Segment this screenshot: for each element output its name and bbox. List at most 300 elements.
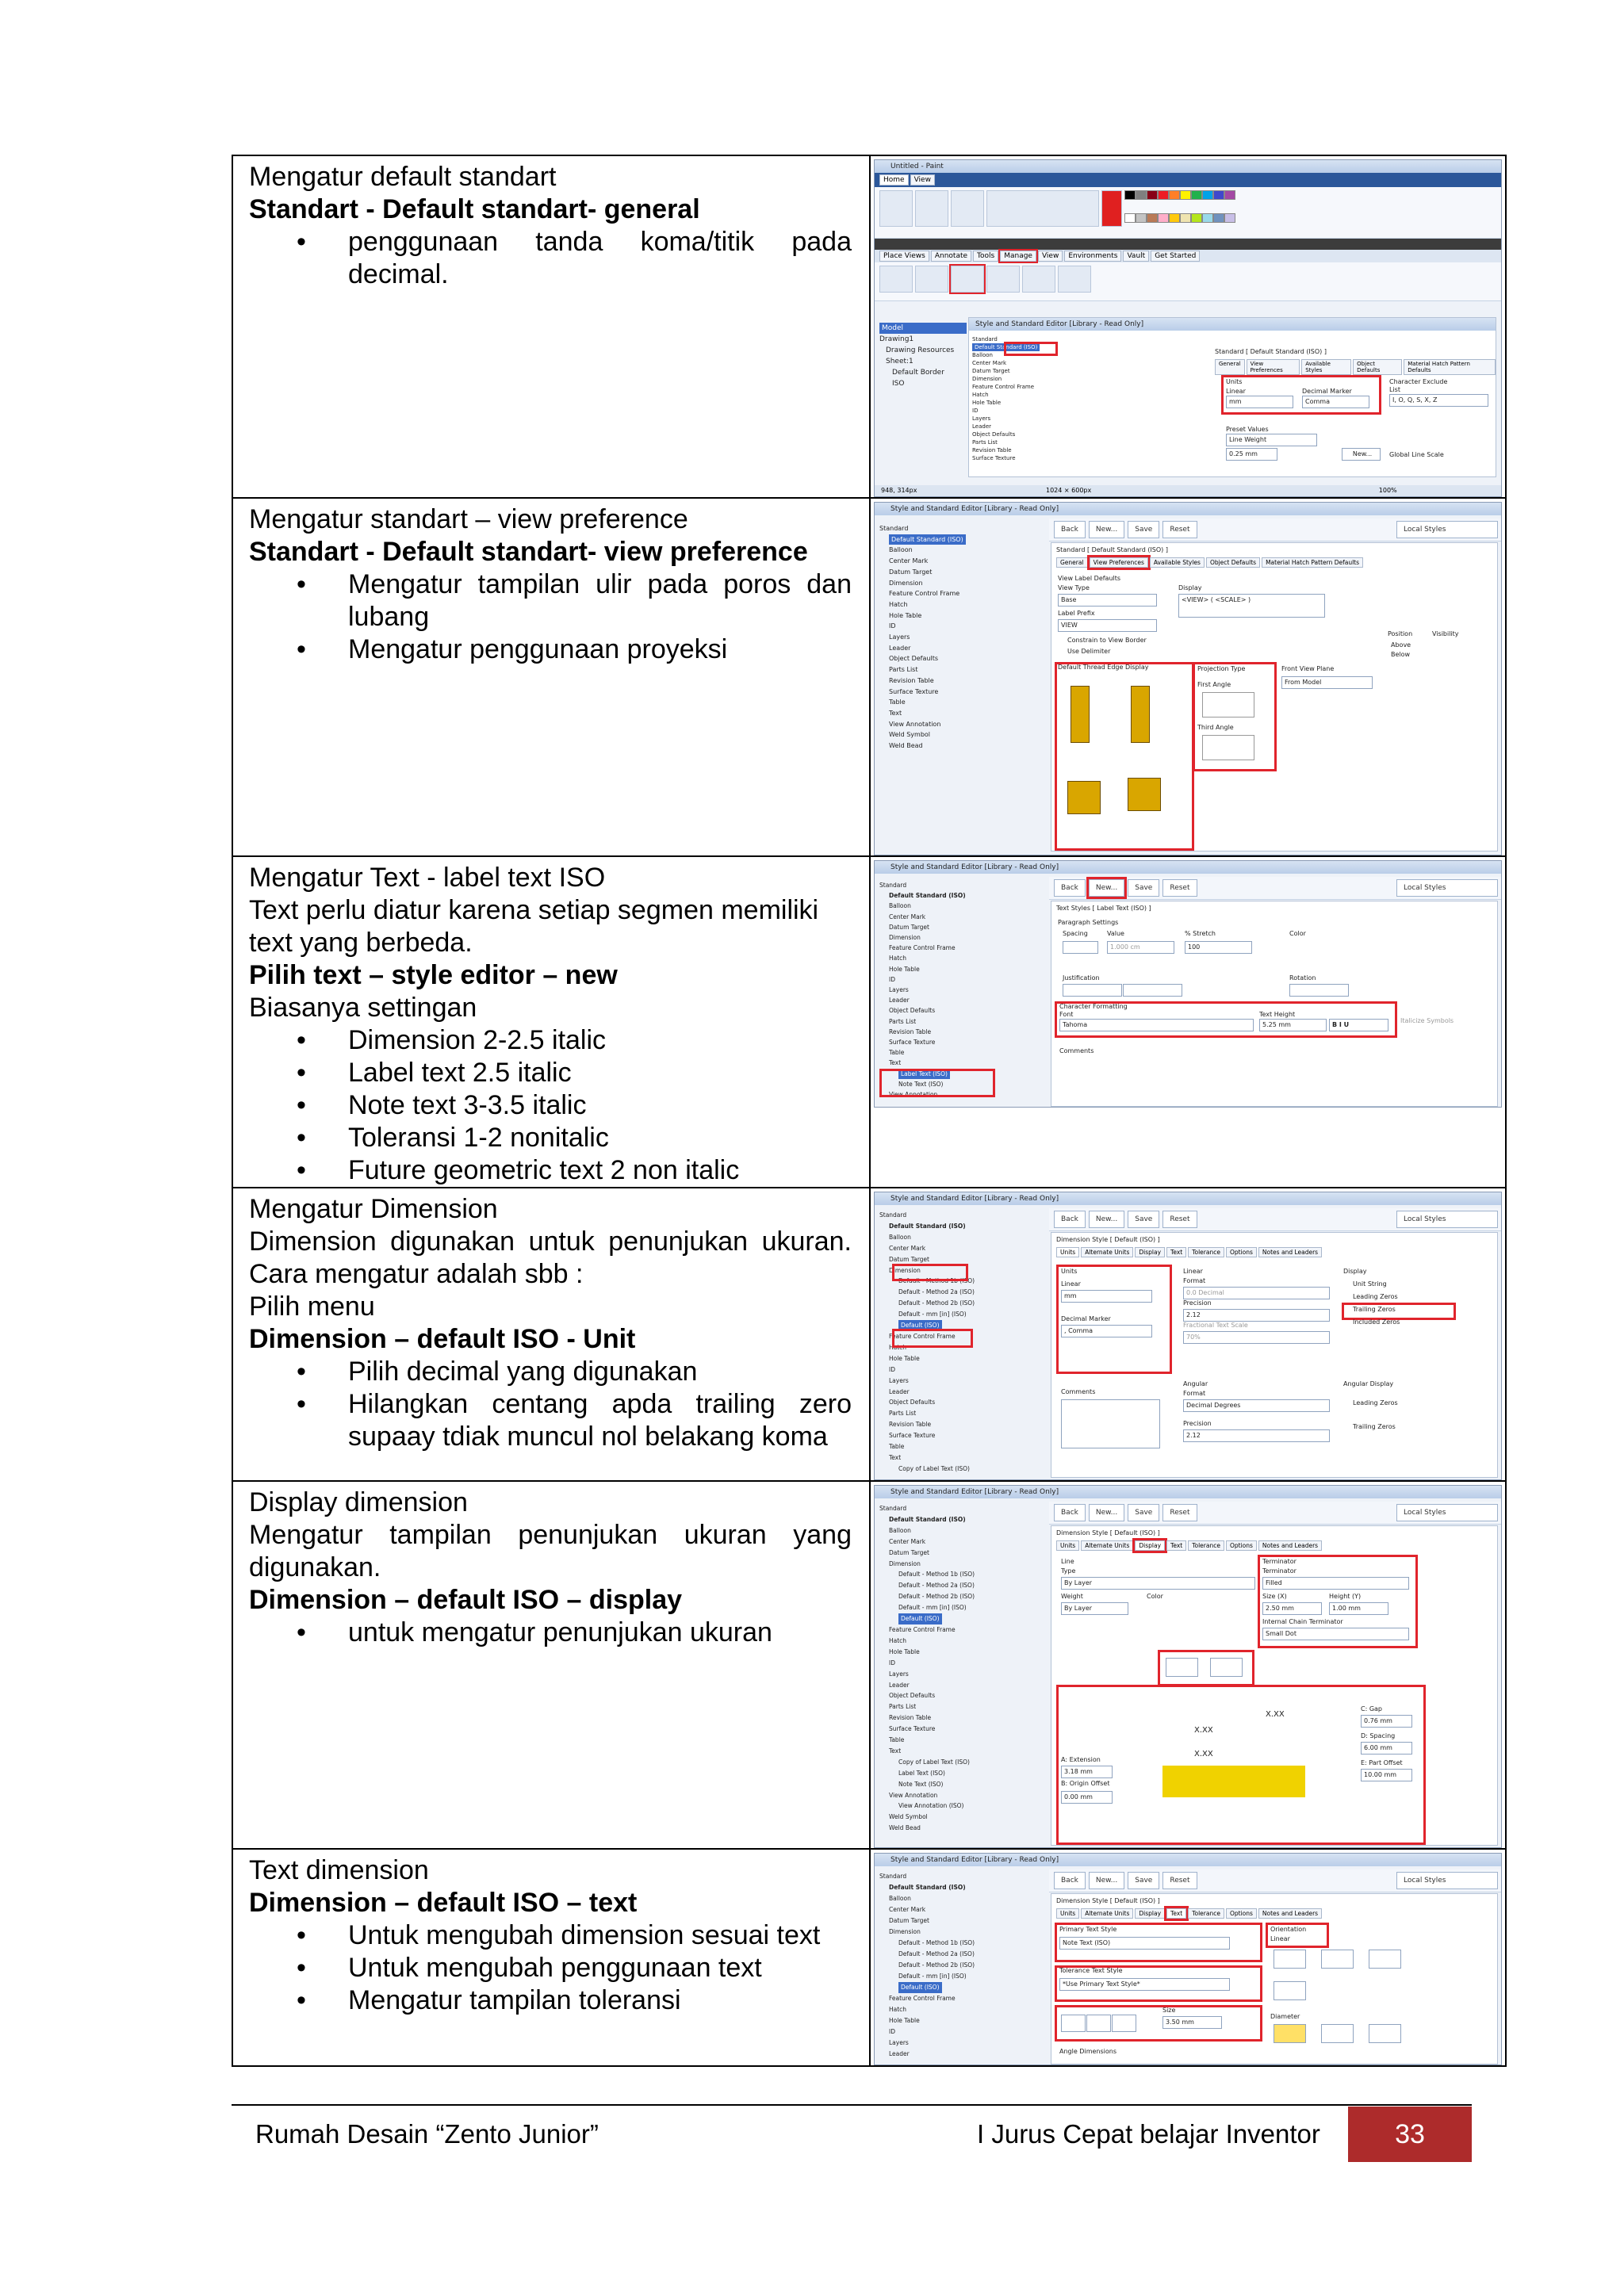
tree-item[interactable]: Dimension bbox=[889, 1928, 921, 1935]
local-styles-select[interactable]: Local Styles bbox=[1396, 1211, 1498, 1228]
tree-item[interactable]: Feature Control Frame bbox=[889, 1332, 956, 1340]
tab-general[interactable]: General bbox=[1215, 359, 1245, 375]
tree-item[interactable]: Weld Bead bbox=[889, 1824, 921, 1832]
new-button[interactable]: New... bbox=[1089, 521, 1124, 538]
tree-item[interactable]: Hole Table bbox=[889, 2017, 920, 2024]
tree-item[interactable]: Object Defaults bbox=[889, 1007, 936, 1015]
text-height-select[interactable]: 5.25 mm bbox=[1259, 1019, 1327, 1031]
replace-model-button[interactable] bbox=[1022, 266, 1055, 293]
spacing-select[interactable] bbox=[1063, 941, 1098, 954]
tree-item[interactable]: Hatch bbox=[889, 600, 908, 608]
third-angle-icon[interactable] bbox=[1202, 735, 1254, 760]
tree-item[interactable]: Standard bbox=[879, 1505, 907, 1512]
bullet-item: • Mengatur tampilan toleransi bbox=[249, 1984, 852, 2017]
stretch-field[interactable]: 100 bbox=[1185, 941, 1252, 954]
tab-manage[interactable]: Manage bbox=[1000, 251, 1036, 262]
tab-options[interactable]: Options bbox=[1226, 1540, 1257, 1551]
tree-item[interactable]: Default - mm [in] (ISO) bbox=[898, 1973, 967, 1980]
tree-item[interactable]: Note Text (ISO) bbox=[898, 1780, 944, 1788]
diameter-button[interactable] bbox=[1369, 2024, 1401, 2043]
tree-item[interactable]: Drawing1 bbox=[879, 335, 914, 343]
tree-item[interactable]: ID bbox=[889, 1365, 895, 1373]
tab-material-hatch[interactable]: Material Hatch Pattern Defaults bbox=[1262, 557, 1363, 568]
tree-item[interactable]: Datum Target bbox=[889, 923, 929, 931]
angular-leading-zeros-checkbox[interactable]: Leading Zeros bbox=[1353, 1399, 1398, 1406]
tree-item[interactable]: Layers bbox=[889, 1376, 909, 1384]
justification-buttons[interactable] bbox=[1063, 984, 1122, 997]
tree-item[interactable]: Feature Control Frame bbox=[972, 384, 1035, 390]
new-button[interactable]: New... bbox=[1089, 879, 1124, 897]
tab-display[interactable]: Display bbox=[1135, 1247, 1165, 1257]
tab-view[interactable]: View bbox=[1038, 251, 1063, 262]
angular-precision-select[interactable]: 2.12 bbox=[1183, 1429, 1330, 1442]
tree-item[interactable]: Surface Texture bbox=[889, 687, 939, 695]
terminator-select[interactable]: Filled bbox=[1262, 1577, 1409, 1590]
bullet-item: • penggunaan tanda koma/titik pada decimal. bbox=[249, 226, 852, 291]
tree-item[interactable]: Default - Method 1b (ISO) bbox=[898, 1939, 975, 1946]
tab-tolerance[interactable]: Tolerance bbox=[1188, 1247, 1224, 1257]
tree-item[interactable]: Default - mm [in] (ISO) bbox=[898, 1311, 967, 1318]
tab-options[interactable]: Options bbox=[1226, 1247, 1257, 1257]
units-label: Units bbox=[1226, 378, 1243, 385]
tree-item[interactable]: Leader bbox=[889, 2050, 910, 2057]
tree-item[interactable]: View Annotation (ISO) bbox=[898, 1802, 964, 1810]
tree-item[interactable]: Default - Method 2b (ISO) bbox=[898, 1299, 975, 1307]
tree-item[interactable]: Text bbox=[889, 1453, 902, 1461]
tree-item[interactable]: Surface Texture bbox=[889, 1432, 936, 1440]
tree-item[interactable]: Object Defaults bbox=[889, 1399, 936, 1406]
preset-values-label: Preset Values bbox=[1226, 426, 1269, 433]
tree-item[interactable]: Default Standard (ISO) bbox=[889, 1222, 966, 1230]
tree-item[interactable]: Standard bbox=[879, 525, 909, 532]
tree-item[interactable]: Table bbox=[889, 1049, 905, 1057]
size-x-field[interactable]: 2.50 mm bbox=[1262, 1602, 1322, 1615]
tree-item[interactable]: ID bbox=[889, 1659, 895, 1667]
new-button[interactable]: New... bbox=[1342, 448, 1381, 461]
tab-tools[interactable]: Tools bbox=[973, 251, 998, 262]
tree-item-selected[interactable]: Default (ISO) bbox=[898, 1613, 942, 1624]
decimal-marker-select[interactable]: Comma bbox=[1302, 396, 1369, 408]
tree-item[interactable]: Hatch bbox=[972, 392, 989, 398]
tree-item[interactable]: Default - mm [in] (ISO) bbox=[898, 1604, 967, 1612]
tree-item[interactable]: Drawing Resources bbox=[886, 346, 955, 354]
text-fit-button[interactable] bbox=[1112, 2015, 1136, 2032]
orientation-button[interactable] bbox=[1369, 1950, 1401, 1969]
unit-string-checkbox[interactable]: Unit String bbox=[1353, 1280, 1387, 1288]
tree-item[interactable]: Revision Table bbox=[972, 447, 1012, 453]
part-offset-field[interactable]: 10.00 mm bbox=[1361, 1769, 1412, 1781]
orientation-button[interactable] bbox=[1274, 1981, 1306, 2000]
tree-item[interactable]: Feature Control Frame bbox=[889, 944, 956, 952]
tree-item[interactable]: Center Mark bbox=[889, 1244, 926, 1252]
tree-item[interactable]: Revision Table bbox=[889, 1421, 932, 1429]
tree-item[interactable]: Layers bbox=[889, 633, 910, 641]
front-view-plane-label: Front View Plane bbox=[1281, 665, 1335, 672]
front-view-plane-select[interactable]: From Model bbox=[1281, 676, 1373, 689]
tree-item[interactable]: Text bbox=[889, 709, 902, 717]
tree-item[interactable]: Leader bbox=[972, 423, 992, 430]
reset-button[interactable]: Reset bbox=[1162, 1211, 1197, 1228]
tab-get-started[interactable]: Get Started bbox=[1151, 251, 1200, 262]
tree-item[interactable]: Center Mark bbox=[889, 1906, 926, 1913]
tree-item[interactable]: Dimension bbox=[889, 1559, 921, 1567]
tree-item[interactable]: Leader bbox=[889, 997, 910, 1004]
tree-item[interactable]: Default Standard (ISO) bbox=[889, 1884, 966, 1891]
comments-field[interactable] bbox=[1061, 1399, 1160, 1448]
bold-italic-underline-buttons[interactable]: B I U bbox=[1329, 1019, 1388, 1031]
line-type-select[interactable]: By Layer bbox=[1061, 1577, 1255, 1590]
tab-tolerance[interactable]: Tolerance bbox=[1188, 1908, 1224, 1919]
tree-item[interactable]: Default Border bbox=[892, 369, 944, 377]
tolerance-text-select[interactable]: *Use Primary Text Style* bbox=[1059, 1978, 1230, 1991]
line-weight-value[interactable]: 0.25 mm bbox=[1226, 448, 1277, 461]
tree-item[interactable]: Text bbox=[889, 1059, 902, 1067]
tree-item[interactable]: Standard bbox=[879, 1873, 907, 1880]
local-styles-select[interactable]: Local Styles bbox=[1396, 1504, 1498, 1521]
rotation-buttons[interactable] bbox=[1289, 984, 1349, 997]
tree-item[interactable]: ID bbox=[972, 408, 979, 414]
tab-object-defaults[interactable]: Object Defaults bbox=[1353, 359, 1402, 375]
tree-item[interactable]: Weld Symbol bbox=[889, 1813, 928, 1821]
tree-item[interactable]: Hole Table bbox=[889, 1647, 920, 1655]
new-button[interactable]: New... bbox=[1089, 1872, 1124, 1889]
origin-offset-field[interactable]: 0.00 mm bbox=[1061, 1791, 1113, 1804]
tab-view-preferences[interactable]: View Preferences bbox=[1247, 359, 1300, 375]
tree-item[interactable]: Default Standard (ISO) bbox=[889, 1515, 966, 1523]
tree-item[interactable]: Layers bbox=[889, 2039, 909, 2046]
save-button[interactable]: Save bbox=[1128, 1872, 1159, 1889]
tab-notes-leaders[interactable]: Notes and Leaders bbox=[1258, 1908, 1322, 1919]
tree-item[interactable]: Default - Method 2b (ISO) bbox=[898, 1593, 975, 1601]
tree-item[interactable]: Default - Method 1b (ISO) bbox=[898, 1277, 975, 1285]
tree-item[interactable]: Surface Texture bbox=[889, 1725, 936, 1733]
row-paragraph: Text perlu diatur karena setiap segmen memiliki text yang berbeda. bbox=[249, 895, 819, 958]
first-angle-icon[interactable] bbox=[1202, 692, 1254, 718]
tree-item[interactable]: ID bbox=[889, 975, 895, 983]
dim-orientation-button[interactable] bbox=[1210, 1658, 1243, 1677]
extension-field[interactable]: 3.18 mm bbox=[1061, 1766, 1113, 1778]
weight-select[interactable]: By Layer bbox=[1061, 1602, 1128, 1615]
reset-button[interactable]: Reset bbox=[1162, 521, 1197, 538]
tree-item[interactable]: Balloon bbox=[889, 1895, 911, 1902]
save-button[interactable]: Save bbox=[1128, 521, 1159, 538]
paragraph-settings-label: Paragraph Settings bbox=[1058, 919, 1119, 926]
spacing-field[interactable]: 6.00 mm bbox=[1361, 1742, 1412, 1755]
styles-editor-button[interactable] bbox=[951, 266, 984, 293]
precision-select[interactable]: 2.12 bbox=[1183, 1309, 1330, 1322]
tree-item[interactable]: Datum Target bbox=[972, 368, 1010, 374]
use-delimiter-checkbox[interactable]: Use Delimiter bbox=[1067, 648, 1111, 655]
tree-item[interactable]: Default - Method 2b (ISO) bbox=[898, 1961, 975, 1969]
tree-item-selected[interactable]: Default (ISO) bbox=[898, 1982, 942, 1993]
tree-item[interactable]: Balloon bbox=[972, 352, 993, 358]
tree-item[interactable]: Balloon bbox=[889, 902, 911, 910]
tab-alternate-units[interactable]: Alternate Units bbox=[1081, 1540, 1133, 1551]
tree-item[interactable]: Copy of Label Text (ISO) bbox=[898, 1464, 970, 1472]
local-styles-select[interactable]: Local Styles bbox=[1396, 521, 1498, 538]
back-button[interactable]: Back bbox=[1054, 1211, 1086, 1228]
tab-text[interactable]: Text bbox=[1166, 1247, 1186, 1257]
tree-item[interactable]: Hatch bbox=[889, 2006, 907, 2013]
tree-item[interactable]: Leader bbox=[889, 1387, 910, 1395]
tab-display[interactable]: Display bbox=[1135, 1540, 1165, 1551]
comments-label: Comments bbox=[1061, 1388, 1096, 1395]
orientation-button[interactable] bbox=[1321, 1950, 1354, 1969]
reset-button[interactable]: Reset bbox=[1162, 1872, 1197, 1889]
tab-units[interactable]: Units bbox=[1056, 1540, 1079, 1551]
tab-object-defaults[interactable]: Object Defaults bbox=[1206, 557, 1260, 568]
tab-options[interactable]: Options bbox=[1226, 1908, 1257, 1919]
tree-item[interactable]: Parts List bbox=[889, 1703, 917, 1711]
tree-item[interactable]: Datum Target bbox=[889, 1548, 929, 1556]
display-field[interactable]: <VIEW> ( <SCALE> ) bbox=[1178, 594, 1325, 618]
tree-item[interactable]: Hole Table bbox=[972, 400, 1002, 406]
angle-dimensions-label: Angle Dimensions bbox=[1059, 2048, 1116, 2055]
tree-item[interactable]: Label Text (ISO) bbox=[898, 1769, 945, 1777]
tree-item[interactable]: View Annotation bbox=[889, 720, 941, 728]
tab-notes-leaders[interactable]: Notes and Leaders bbox=[1258, 1247, 1322, 1257]
tree-item[interactable]: Surface Texture bbox=[972, 455, 1016, 461]
text-fit-button[interactable] bbox=[1086, 2015, 1111, 2032]
diameter-button[interactable] bbox=[1274, 2024, 1306, 2043]
thread-shaft-icon[interactable] bbox=[1131, 686, 1150, 743]
tree-item[interactable]: Text bbox=[889, 1747, 902, 1755]
char-exclude-field[interactable]: I, O, Q, S, X, Z bbox=[1389, 394, 1488, 407]
tree-item[interactable]: Default Standard (ISO) bbox=[889, 892, 966, 900]
diameter-button[interactable] bbox=[1321, 2024, 1354, 2043]
trailing-zeros-checkbox[interactable]: Trailing Zeros bbox=[1353, 1306, 1396, 1313]
select-button[interactable] bbox=[915, 190, 948, 227]
tab-view[interactable]: View bbox=[910, 174, 935, 186]
tree-item[interactable]: Default - Method 2a (ISO) bbox=[898, 1288, 975, 1296]
color-palette[interactable] bbox=[1124, 190, 1234, 235]
thread-hole-icon[interactable] bbox=[1067, 781, 1101, 814]
tree-item[interactable]: Hatch bbox=[889, 955, 907, 962]
tree-item[interactable]: Standard bbox=[972, 336, 998, 342]
tree-item[interactable]: Balloon bbox=[889, 1233, 911, 1241]
tree-item-selected[interactable]: Default (ISO) bbox=[898, 1320, 942, 1331]
format-select[interactable]: 0.0 Decimal bbox=[1183, 1287, 1330, 1299]
thread-shaft-icon[interactable] bbox=[1071, 686, 1090, 743]
tree-item[interactable]: Parts List bbox=[889, 1017, 917, 1025]
row-text bbox=[232, 1481, 870, 1849]
reset-button[interactable]: Reset bbox=[1162, 1504, 1197, 1521]
style-tree bbox=[879, 1871, 1050, 2060]
tree-item[interactable]: Datum Target bbox=[889, 568, 933, 576]
tab-units[interactable]: Units bbox=[1056, 1908, 1079, 1919]
tree-item[interactable]: View Annotation bbox=[889, 1091, 938, 1099]
tab-text[interactable]: Text bbox=[1166, 1540, 1186, 1551]
tree-item[interactable]: Hatch bbox=[889, 1636, 907, 1644]
thread-hole-icon[interactable] bbox=[1128, 778, 1161, 811]
brushes-button[interactable] bbox=[951, 190, 984, 227]
tree-item[interactable]: Revision Table bbox=[889, 676, 934, 684]
tree-item[interactable]: Default - Method 2a (ISO) bbox=[898, 1950, 975, 1957]
decimal-marker-select[interactable]: , Comma bbox=[1061, 1325, 1152, 1337]
orientation-button[interactable] bbox=[1274, 1950, 1306, 1969]
tab-general[interactable]: General bbox=[1056, 557, 1088, 568]
tab-vault[interactable]: Vault bbox=[1123, 251, 1149, 262]
linear-select[interactable]: mm bbox=[1061, 1290, 1152, 1303]
new-button[interactable]: New... bbox=[1089, 1504, 1124, 1521]
tree-item[interactable]: ISO bbox=[892, 380, 905, 388]
row-heading: Mengatur default standart bbox=[249, 162, 557, 192]
tab-display[interactable]: Display bbox=[1135, 1908, 1165, 1919]
local-styles-select[interactable]: Local Styles bbox=[1396, 1872, 1498, 1889]
tree-item[interactable]: Hatch bbox=[889, 1343, 907, 1351]
tree-item[interactable]: Object Defaults bbox=[889, 1692, 936, 1700]
spacing-value-field[interactable]: 1.000 cm bbox=[1107, 941, 1174, 954]
tree-item[interactable]: Standard bbox=[879, 1211, 907, 1219]
above-radio[interactable]: Above bbox=[1391, 641, 1411, 649]
linear-select[interactable]: mm bbox=[1226, 396, 1293, 408]
tree-item[interactable]: Copy of Label Text (ISO) bbox=[898, 1758, 970, 1766]
included-zeros-checkbox[interactable]: Included Zeros bbox=[1353, 1318, 1400, 1326]
text-fit-button[interactable] bbox=[1061, 2015, 1086, 2032]
tree-item[interactable]: Center Mark bbox=[889, 1537, 926, 1545]
tree-item[interactable]: ID bbox=[889, 2028, 895, 2035]
tab-available-styles[interactable]: Available Styles bbox=[1150, 557, 1205, 568]
italicize-symbols-checkbox[interactable]: Italicize Symbols bbox=[1400, 1017, 1454, 1024]
tree-item[interactable]: Datum Target bbox=[889, 1917, 929, 1924]
angular-format-select[interactable]: Decimal Degrees bbox=[1183, 1399, 1330, 1412]
below-radio[interactable]: Below bbox=[1391, 651, 1411, 658]
tree-item[interactable]: Sheet:1 bbox=[886, 358, 914, 365]
tree-item-selected[interactable]: Default Standard (ISO) bbox=[972, 343, 1040, 351]
parameters-button[interactable] bbox=[915, 266, 948, 293]
border-button[interactable] bbox=[1058, 266, 1091, 293]
tab-tolerance[interactable]: Tolerance bbox=[1188, 1540, 1224, 1551]
bullet-item: • Future geometric text 2 non italic bbox=[249, 1154, 852, 1187]
tree-item[interactable]: Hole Table bbox=[889, 965, 920, 973]
primary-text-label: Primary Text Style bbox=[1059, 1926, 1117, 1933]
tab-text[interactable]: Text bbox=[1166, 1908, 1186, 1919]
label-prefix-field[interactable]: VIEW bbox=[1058, 619, 1157, 632]
tab-view-preferences[interactable]: View Preferences bbox=[1090, 557, 1148, 568]
tree-item[interactable]: Surface Texture bbox=[889, 1039, 936, 1047]
tab-alternate-units[interactable]: Alternate Units bbox=[1081, 1247, 1133, 1257]
insert-object-button[interactable] bbox=[986, 266, 1020, 293]
tab-notes-leaders[interactable]: Notes and Leaders bbox=[1258, 1540, 1322, 1551]
save-button[interactable]: Save bbox=[1128, 879, 1159, 897]
vertical-justification-buttons[interactable] bbox=[1123, 984, 1182, 997]
tree-item[interactable]: Dimension bbox=[889, 1266, 921, 1274]
tree-item[interactable]: Dimension bbox=[889, 934, 921, 942]
tree-item-selected[interactable]: Default Standard (ISO) bbox=[889, 534, 966, 545]
tree-item[interactable]: Default - Method 1b (ISO) bbox=[898, 1571, 975, 1578]
screenshot-paint-inventor bbox=[874, 159, 1502, 497]
tree-item[interactable]: Parts List bbox=[889, 1410, 917, 1418]
primary-text-select[interactable]: Note Text (ISO) bbox=[1059, 1937, 1230, 1950]
tab-place-views[interactable]: Place Views bbox=[879, 251, 929, 262]
tree-item[interactable]: Standard bbox=[879, 882, 907, 889]
tab-material-hatch[interactable]: Material Hatch Pattern Defaults bbox=[1404, 359, 1496, 375]
gap-field[interactable]: 0.76 mm bbox=[1361, 1715, 1412, 1728]
tree-item[interactable]: Revision Table bbox=[889, 1027, 932, 1035]
view-type-select[interactable]: Base bbox=[1058, 594, 1157, 607]
tab-available-styles[interactable]: Available Styles bbox=[1301, 359, 1351, 375]
tree-item[interactable]: Parts List bbox=[972, 439, 998, 446]
tree-item[interactable]: Parts List bbox=[889, 666, 918, 674]
paste-button[interactable] bbox=[879, 190, 913, 227]
tree-item[interactable]: Feature Control Frame bbox=[889, 1995, 956, 2002]
line-weight-select[interactable]: Line Weight bbox=[1226, 434, 1317, 446]
tree-item[interactable]: Revision Table bbox=[889, 1714, 932, 1722]
dialog-title: Style and Standard Editor [Library - Read Only] bbox=[875, 1854, 1501, 1866]
tree-item[interactable]: Hole Table bbox=[889, 611, 922, 619]
tree-item[interactable]: Balloon bbox=[889, 1526, 911, 1534]
tree-item[interactable]: ID bbox=[889, 622, 896, 630]
back-button[interactable]: Back bbox=[1054, 1872, 1086, 1889]
tree-item[interactable]: Object Defaults bbox=[972, 431, 1016, 438]
tree-item[interactable]: Dimension bbox=[972, 376, 1002, 382]
reset-button[interactable]: Reset bbox=[1162, 879, 1197, 897]
tab-alternate-units[interactable]: Alternate Units bbox=[1081, 1908, 1133, 1919]
leading-zeros-checkbox[interactable]: Leading Zeros bbox=[1353, 1293, 1398, 1300]
tree-item[interactable]: Hole Table bbox=[889, 1354, 920, 1362]
angular-trailing-zeros-checkbox[interactable]: Trailing Zeros bbox=[1353, 1423, 1396, 1430]
tree-item[interactable]: Leader bbox=[889, 644, 911, 652]
tree-item[interactable]: Layers bbox=[972, 415, 991, 422]
tree-item[interactable]: Dimension bbox=[889, 579, 923, 587]
back-button[interactable]: Back bbox=[1054, 1504, 1086, 1521]
tab-annotate[interactable]: Annotate bbox=[931, 251, 971, 262]
size-select[interactable]: 3.50 mm bbox=[1162, 2016, 1222, 2029]
tree-item[interactable]: Center Mark bbox=[889, 557, 929, 565]
height-y-field[interactable]: 1.00 mm bbox=[1329, 1602, 1388, 1615]
fractional-scale-select[interactable]: 70% bbox=[1183, 1331, 1330, 1344]
tree-item[interactable]: Leader bbox=[889, 1681, 910, 1689]
font-select[interactable]: Tahoma bbox=[1059, 1019, 1254, 1031]
tree-item[interactable]: Object Defaults bbox=[889, 655, 938, 663]
tree-item[interactable]: Center Mark bbox=[972, 360, 1007, 366]
tree-item[interactable]: Weld Bead bbox=[889, 742, 923, 750]
tree-item[interactable]: Weld Symbol bbox=[889, 731, 931, 739]
dim-orientation-button[interactable] bbox=[1166, 1658, 1198, 1677]
tree-item[interactable]: View Annotation bbox=[889, 1791, 938, 1799]
tree-item[interactable]: Center Mark bbox=[889, 913, 926, 920]
save-button[interactable]: Save bbox=[1128, 1504, 1159, 1521]
tree-item[interactable]: Balloon bbox=[889, 546, 913, 554]
back-button[interactable]: Back bbox=[1054, 521, 1086, 538]
tree-item[interactable]: Table bbox=[889, 1443, 905, 1451]
constrain-checkbox[interactable]: Constrain to View Border bbox=[1067, 637, 1147, 644]
tree-item[interactable]: Note Text (ISO) bbox=[898, 1080, 944, 1088]
tab-units[interactable]: Units bbox=[1056, 1247, 1079, 1257]
tree-item-selected[interactable]: Label Text (ISO) bbox=[898, 1069, 950, 1079]
tree-item[interactable]: Table bbox=[889, 1736, 905, 1744]
tab-environments[interactable]: Environments bbox=[1064, 251, 1121, 262]
update-button[interactable] bbox=[879, 266, 913, 293]
model-browser: Model Drawing1 Drawing Resources Sheet:1 Default Border ISO bbox=[879, 323, 967, 389]
local-styles-select[interactable]: Local Styles bbox=[1396, 879, 1498, 897]
shapes-gallery[interactable] bbox=[986, 190, 1099, 227]
internal-chain-select[interactable]: Small Dot bbox=[1262, 1628, 1409, 1640]
save-button[interactable]: Save bbox=[1128, 1211, 1159, 1228]
tree-item[interactable]: Table bbox=[889, 698, 906, 706]
tree-item[interactable]: Feature Control Frame bbox=[889, 1625, 956, 1633]
tree-item[interactable]: Layers bbox=[889, 1670, 909, 1678]
new-button[interactable]: New... bbox=[1089, 1211, 1124, 1228]
tree-item[interactable]: Layers bbox=[889, 986, 909, 994]
tree-item[interactable]: Default - Method 2a (ISO) bbox=[898, 1582, 975, 1590]
back-button[interactable]: Back bbox=[1054, 879, 1086, 897]
tree-item[interactable]: Datum Target bbox=[889, 1255, 929, 1263]
tree-item[interactable]: Feature Control Frame bbox=[889, 590, 960, 598]
tab-home[interactable]: Home bbox=[879, 174, 909, 186]
color1-swatch[interactable] bbox=[1101, 190, 1122, 227]
text-height-label: Text Height bbox=[1259, 1011, 1296, 1018]
